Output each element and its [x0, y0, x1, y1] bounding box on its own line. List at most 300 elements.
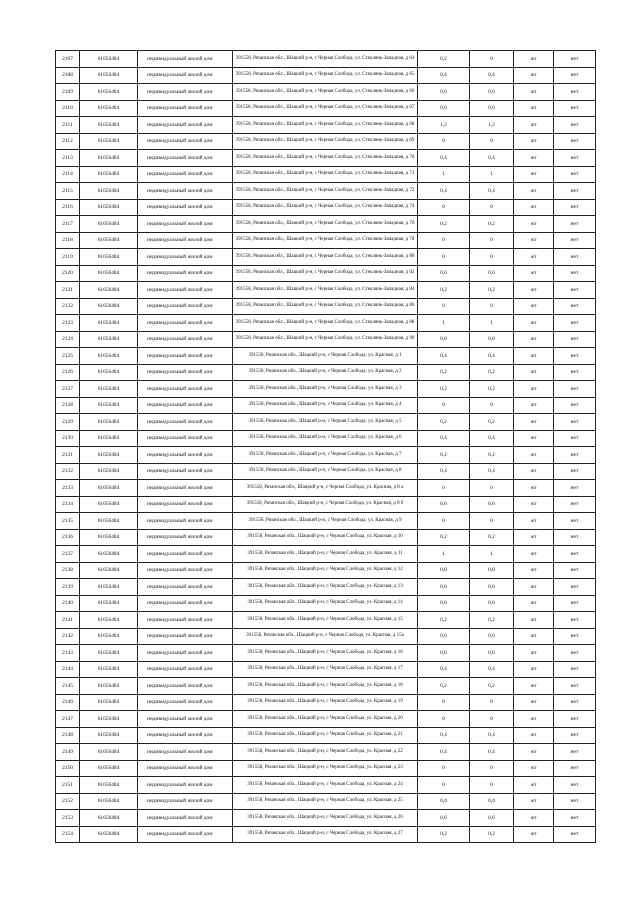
flag-cell: жт: [514, 166, 554, 183]
flag-cell: жт: [514, 67, 554, 84]
value-2-cell: 0,8: [470, 331, 514, 348]
value-1-cell: 0,4: [418, 661, 470, 678]
row-number-cell: 2115: [56, 183, 80, 200]
oktmo-code-cell: 61656484: [80, 397, 138, 414]
flag-cell: жт: [514, 430, 554, 447]
value-1-cell: 0,2: [418, 678, 470, 695]
value-2-cell: 0: [470, 711, 514, 728]
address-cell: 391558, Рязанская обл., Шацкий р-н, с Черная Слобода, ул. Стеклянь-Западная, д 76: [233, 216, 418, 233]
oktmo-code-cell: 61656484: [80, 463, 138, 480]
table-row: [56, 595, 596, 612]
oktmo-code-cell: 61656484: [80, 282, 138, 299]
value-1-cell: 0,8: [418, 562, 470, 579]
oktmo-code-cell: 61656484: [80, 678, 138, 695]
flag-cell: жт: [514, 331, 554, 348]
value-2-cell: 0,2: [470, 447, 514, 464]
flag-cell: жт: [514, 249, 554, 266]
flag-cell: жт: [514, 133, 554, 150]
address-cell: 391558, Рязанская обл., Шацкий р-н, с Черная Слобода, ул. Красная, д 25: [233, 793, 418, 810]
value-2-cell: 0: [470, 480, 514, 497]
oktmo-code-cell: 61656484: [80, 480, 138, 497]
value-1-cell: 0,6: [418, 628, 470, 645]
table-row: [56, 612, 596, 629]
value-2-cell: 0,4: [470, 727, 514, 744]
row-number-cell: 2132: [56, 463, 80, 480]
object-type-cell: индивидуальный жилой дом: [138, 249, 233, 266]
row-number-cell: 2112: [56, 133, 80, 150]
table-row: [56, 133, 596, 150]
oktmo-code-cell: 61656484: [80, 628, 138, 645]
value-1-cell: 0,4: [418, 150, 470, 167]
object-type-cell: индивидуальный жилой дом: [138, 546, 233, 563]
note-cell: нет: [554, 216, 596, 233]
flag-cell: жт: [514, 117, 554, 134]
object-type-cell: индивидуальный жилой дом: [138, 463, 233, 480]
table-row: [56, 645, 596, 662]
address-cell: 391558, Рязанская обл., Шацкий р-н, с Черная Слобода, ул. Красная, д 27: [233, 826, 418, 843]
object-type-cell: индивидуальный жилой дом: [138, 84, 233, 101]
value-1-cell: 0,6: [418, 265, 470, 282]
value-2-cell: 0,6: [470, 265, 514, 282]
value-2-cell: 0,6: [470, 579, 514, 596]
object-type-cell: индивидуальный жилой дом: [138, 298, 233, 315]
value-1-cell: 0,4: [418, 183, 470, 200]
address-cell: 391558, Рязанская обл., Шацкий р-н, с Черная Слобода, ул. Красная, д 5: [233, 414, 418, 431]
value-2-cell: 0: [470, 249, 514, 266]
address-cell: 391558, Рязанская обл., Шацкий р-н, с Черная Слобода, ул. Стеклянь-Западная, д 71: [233, 166, 418, 183]
note-cell: нет: [554, 447, 596, 464]
address-cell: 391558, Рязанская обл., Шацкий р-н, с Черная Слобода, ул. Красная, д 13: [233, 579, 418, 596]
table-row: [56, 315, 596, 332]
flag-cell: жт: [514, 711, 554, 728]
value-2-cell: 0: [470, 513, 514, 530]
value-1-cell: 1,2: [418, 117, 470, 134]
value-1-cell: 1: [418, 166, 470, 183]
row-number-cell: 2119: [56, 249, 80, 266]
note-cell: нет: [554, 694, 596, 711]
address-cell: 391558, Рязанская обл., Шацкий р-н, с Черная Слобода, ул. Стеклянь-Западная, д 67: [233, 100, 418, 117]
table-row: [56, 331, 596, 348]
note-cell: нет: [554, 513, 596, 530]
oktmo-code-cell: 61656484: [80, 810, 138, 827]
note-cell: нет: [554, 463, 596, 480]
oktmo-code-cell: 61656484: [80, 546, 138, 563]
table-row: [56, 777, 596, 794]
address-cell: 391558, Рязанская обл., Шацкий р-н, с Черная Слобода, ул. Красная, д 6: [233, 430, 418, 447]
oktmo-code-cell: 61656484: [80, 51, 138, 68]
object-type-cell: индивидуальный жилой дом: [138, 513, 233, 530]
note-cell: нет: [554, 546, 596, 563]
table-row: [56, 232, 596, 249]
flag-cell: жт: [514, 760, 554, 777]
note-cell: нет: [554, 430, 596, 447]
table-row: [56, 760, 596, 777]
value-1-cell: 0: [418, 298, 470, 315]
note-cell: нет: [554, 84, 596, 101]
value-2-cell: 0,4: [470, 430, 514, 447]
table-row: [56, 51, 596, 68]
value-1-cell: 0: [418, 232, 470, 249]
value-1-cell: 0,4: [418, 430, 470, 447]
address-cell: 391558, Рязанская обл., Шацкий р-н, с Черная Слобода, ул. Красная, д 10: [233, 529, 418, 546]
row-number-cell: 2122: [56, 298, 80, 315]
row-number-cell: 2109: [56, 84, 80, 101]
registry-table: [55, 50, 596, 843]
oktmo-code-cell: 61656484: [80, 364, 138, 381]
oktmo-code-cell: 61656484: [80, 579, 138, 596]
flag-cell: жт: [514, 645, 554, 662]
object-type-cell: индивидуальный жилой дом: [138, 100, 233, 117]
table-row: [56, 117, 596, 134]
value-2-cell: 0,4: [470, 744, 514, 761]
oktmo-code-cell: 61656484: [80, 826, 138, 843]
note-cell: нет: [554, 166, 596, 183]
note-cell: нет: [554, 249, 596, 266]
value-2-cell: 0,2: [470, 529, 514, 546]
row-number-cell: 2133: [56, 480, 80, 497]
oktmo-code-cell: 61656484: [80, 84, 138, 101]
oktmo-code-cell: 61656484: [80, 100, 138, 117]
note-cell: нет: [554, 760, 596, 777]
row-number-cell: 2107: [56, 51, 80, 68]
object-type-cell: индивидуальный жилой дом: [138, 711, 233, 728]
table-row: [56, 529, 596, 546]
address-cell: 391558, Рязанская обл., Шацкий р-н, с Черная Слобода, ул. Красная, д 2: [233, 364, 418, 381]
value-2-cell: 0,4: [470, 793, 514, 810]
table-row: [56, 84, 596, 101]
flag-cell: жт: [514, 826, 554, 843]
flag-cell: жт: [514, 678, 554, 695]
row-number-cell: 2148: [56, 727, 80, 744]
table-row: [56, 513, 596, 530]
value-2-cell: 0,4: [470, 150, 514, 167]
value-2-cell: 0,6: [470, 595, 514, 612]
oktmo-code-cell: 61656484: [80, 117, 138, 134]
note-cell: нет: [554, 810, 596, 827]
address-cell: 391558, Рязанская обл., Шацкий р-н, с Черная Слобода, ул. Красная, д 24: [233, 777, 418, 794]
address-cell: 391558, Рязанская обл., Шацкий р-н, с Черная Слобода, ул. Красная, д 15: [233, 612, 418, 629]
object-type-cell: индивидуальный жилой дом: [138, 216, 233, 233]
flag-cell: жт: [514, 579, 554, 596]
note-cell: нет: [554, 414, 596, 431]
table-row: [56, 678, 596, 695]
note-cell: нет: [554, 364, 596, 381]
registry-table-body: [56, 51, 596, 843]
table-row: [56, 397, 596, 414]
table-row: [56, 826, 596, 843]
oktmo-code-cell: 61656484: [80, 216, 138, 233]
note-cell: нет: [554, 183, 596, 200]
value-1-cell: 0: [418, 711, 470, 728]
note-cell: нет: [554, 529, 596, 546]
row-number-cell: 2121: [56, 282, 80, 299]
value-2-cell: 0,4: [470, 67, 514, 84]
object-type-cell: индивидуальный жилой дом: [138, 595, 233, 612]
note-cell: нет: [554, 826, 596, 843]
table-row: [56, 282, 596, 299]
object-type-cell: индивидуальный жилой дом: [138, 430, 233, 447]
flag-cell: жт: [514, 315, 554, 332]
table-row: [56, 216, 596, 233]
oktmo-code-cell: 61656484: [80, 744, 138, 761]
note-cell: нет: [554, 793, 596, 810]
value-2-cell: 0,2: [470, 282, 514, 299]
value-1-cell: 0,4: [418, 348, 470, 365]
oktmo-code-cell: 61656484: [80, 513, 138, 530]
note-cell: нет: [554, 133, 596, 150]
address-cell: 391558, Рязанская обл., Шацкий р-н, с Черная Слобода, ул. Красная, д 4: [233, 397, 418, 414]
row-number-cell: 2116: [56, 199, 80, 216]
oktmo-code-cell: 61656484: [80, 414, 138, 431]
value-2-cell: 0,6: [470, 496, 514, 513]
value-1-cell: 0,2: [418, 364, 470, 381]
row-number-cell: 2140: [56, 595, 80, 612]
value-1-cell: 0,6: [418, 496, 470, 513]
value-2-cell: 0,2: [470, 612, 514, 629]
value-2-cell: 0,2: [470, 826, 514, 843]
table-row: [56, 463, 596, 480]
value-2-cell: 0: [470, 777, 514, 794]
row-number-cell: 2145: [56, 678, 80, 695]
value-1-cell: 0,2: [418, 282, 470, 299]
value-2-cell: 0,4: [470, 183, 514, 200]
row-number-cell: 2127: [56, 381, 80, 398]
note-cell: нет: [554, 562, 596, 579]
table-row: [56, 810, 596, 827]
object-type-cell: индивидуальный жилой дом: [138, 612, 233, 629]
flag-cell: жт: [514, 480, 554, 497]
value-2-cell: 0: [470, 694, 514, 711]
value-2-cell: 1: [470, 315, 514, 332]
flag-cell: жт: [514, 529, 554, 546]
object-type-cell: индивидуальный жилой дом: [138, 331, 233, 348]
oktmo-code-cell: 61656484: [80, 348, 138, 365]
object-type-cell: индивидуальный жилой дом: [138, 694, 233, 711]
table-row: [56, 166, 596, 183]
note-cell: нет: [554, 579, 596, 596]
oktmo-code-cell: 61656484: [80, 430, 138, 447]
note-cell: нет: [554, 117, 596, 134]
value-2-cell: 0: [470, 199, 514, 216]
value-1-cell: 0,2: [418, 612, 470, 629]
flag-cell: жт: [514, 199, 554, 216]
note-cell: нет: [554, 595, 596, 612]
row-number-cell: 2138: [56, 562, 80, 579]
oktmo-code-cell: 61656484: [80, 183, 138, 200]
object-type-cell: индивидуальный жилой дом: [138, 117, 233, 134]
flag-cell: жт: [514, 51, 554, 68]
row-number-cell: 2139: [56, 579, 80, 596]
value-2-cell: 0,2: [470, 364, 514, 381]
address-cell: 391558, Рязанская обл., Шацкий р-н, с Черная Слобода, ул. Красная, д 16: [233, 645, 418, 662]
row-number-cell: 2108: [56, 67, 80, 84]
row-number-cell: 2142: [56, 628, 80, 645]
oktmo-code-cell: 61656484: [80, 447, 138, 464]
value-2-cell: 0,4: [470, 661, 514, 678]
object-type-cell: индивидуальный жилой дом: [138, 150, 233, 167]
address-cell: 391558, Рязанская обл., Шацкий р-н, с Черная Слобода, ул. Стеклянь-Западная, д 88: [233, 315, 418, 332]
note-cell: нет: [554, 199, 596, 216]
address-cell: 391558, Рязанская обл., Шацкий р-н, с Черная Слобода, ул. Красная, д 26: [233, 810, 418, 827]
note-cell: нет: [554, 661, 596, 678]
oktmo-code-cell: 61656484: [80, 150, 138, 167]
address-cell: 391558, Рязанская обл., Шацкий р-н, с Черная Слобода, ул. Стеклянь-Западная, д 68: [233, 117, 418, 134]
oktmo-code-cell: 61656484: [80, 645, 138, 662]
object-type-cell: индивидуальный жилой дом: [138, 661, 233, 678]
address-cell: 391558, Рязанская обл., Шацкий р-н, с Черная Слобода, ул. Красная, д 14: [233, 595, 418, 612]
row-number-cell: 2147: [56, 711, 80, 728]
note-cell: нет: [554, 265, 596, 282]
address-cell: 391558, Рязанская обл., Шацкий р-н, с Черная Слобода, ул. Красная, д 12: [233, 562, 418, 579]
value-1-cell: 0: [418, 513, 470, 530]
row-number-cell: 2152: [56, 793, 80, 810]
object-type-cell: индивидуальный жилой дом: [138, 315, 233, 332]
address-cell: 391558, Рязанская обл., Шацкий р-н, с Черная Слобода, ул. Красная, д 17: [233, 661, 418, 678]
row-number-cell: 2137: [56, 546, 80, 563]
value-2-cell: 0,4: [470, 463, 514, 480]
flag-cell: жт: [514, 546, 554, 563]
value-1-cell: 1: [418, 546, 470, 563]
row-number-cell: 2120: [56, 265, 80, 282]
table-row: [56, 562, 596, 579]
object-type-cell: индивидуальный жилой дом: [138, 381, 233, 398]
value-1-cell: 0,2: [418, 51, 470, 68]
value-1-cell: 0: [418, 760, 470, 777]
table-row: [56, 348, 596, 365]
row-number-cell: 2131: [56, 447, 80, 464]
flag-cell: жт: [514, 562, 554, 579]
row-number-cell: 2146: [56, 694, 80, 711]
note-cell: нет: [554, 67, 596, 84]
table-row: [56, 628, 596, 645]
flag-cell: жт: [514, 183, 554, 200]
object-type-cell: индивидуальный жилой дом: [138, 562, 233, 579]
oktmo-code-cell: 61656484: [80, 694, 138, 711]
row-number-cell: 2117: [56, 216, 80, 233]
address-cell: 391558, Рязанская обл., Шацкий р-н, с Черная Слобода, ул. Красная, д 8 б: [233, 496, 418, 513]
value-1-cell: 0,4: [418, 727, 470, 744]
table-row: [56, 661, 596, 678]
table-row: [56, 694, 596, 711]
flag-cell: жт: [514, 793, 554, 810]
table-row: [56, 793, 596, 810]
note-cell: нет: [554, 480, 596, 497]
value-2-cell: 0: [470, 397, 514, 414]
value-2-cell: 0,4: [470, 348, 514, 365]
oktmo-code-cell: 61656484: [80, 381, 138, 398]
object-type-cell: индивидуальный жилой дом: [138, 678, 233, 695]
value-1-cell: 0,2: [418, 447, 470, 464]
object-type-cell: индивидуальный жилой дом: [138, 166, 233, 183]
oktmo-code-cell: 61656484: [80, 331, 138, 348]
note-cell: нет: [554, 282, 596, 299]
object-type-cell: индивидуальный жилой дом: [138, 265, 233, 282]
row-number-cell: 2111: [56, 117, 80, 134]
address-cell: 391558, Рязанская обл., Шацкий р-н, с Черная Слобода, ул. Красная, д 9: [233, 513, 418, 530]
flag-cell: жт: [514, 463, 554, 480]
value-2-cell: 0: [470, 298, 514, 315]
value-2-cell: 0: [470, 133, 514, 150]
flag-cell: жт: [514, 364, 554, 381]
flag-cell: жт: [514, 282, 554, 299]
table-row: [56, 480, 596, 497]
value-1-cell: 0: [418, 397, 470, 414]
value-1-cell: 0,2: [418, 216, 470, 233]
flag-cell: жт: [514, 216, 554, 233]
value-1-cell: 0,2: [418, 529, 470, 546]
object-type-cell: индивидуальный жилой дом: [138, 579, 233, 596]
oktmo-code-cell: 61656484: [80, 777, 138, 794]
row-number-cell: 2126: [56, 364, 80, 381]
object-type-cell: индивидуальный жилой дом: [138, 364, 233, 381]
row-number-cell: 2110: [56, 100, 80, 117]
address-cell: 391558, Рязанская обл., Шацкий р-н, с Черная Слобода, ул. Стеклянь-Западная, д 86: [233, 298, 418, 315]
oktmo-code-cell: 61656484: [80, 298, 138, 315]
row-number-cell: 2154: [56, 826, 80, 843]
address-cell: 391558, Рязанская обл., Шацкий р-н, с Черная Слобода, ул. Красная, д 8: [233, 463, 418, 480]
oktmo-code-cell: 61656484: [80, 711, 138, 728]
note-cell: нет: [554, 381, 596, 398]
address-cell: 391558, Рязанская обл., Шацкий р-н, с Черная Слобода, ул. Стеклянь-Западная, д 66: [233, 84, 418, 101]
note-cell: нет: [554, 100, 596, 117]
table-row: [56, 744, 596, 761]
oktmo-code-cell: 61656484: [80, 562, 138, 579]
object-type-cell: индивидуальный жилой дом: [138, 414, 233, 431]
object-type-cell: индивидуальный жилой дом: [138, 183, 233, 200]
value-2-cell: 0,8: [470, 562, 514, 579]
note-cell: нет: [554, 628, 596, 645]
flag-cell: жт: [514, 84, 554, 101]
oktmo-code-cell: 61656484: [80, 760, 138, 777]
value-1-cell: 0,8: [418, 331, 470, 348]
value-1-cell: 0: [418, 133, 470, 150]
oktmo-code-cell: 61656484: [80, 133, 138, 150]
value-1-cell: 0,2: [418, 826, 470, 843]
object-type-cell: индивидуальный жилой дом: [138, 727, 233, 744]
oktmo-code-cell: 61656484: [80, 265, 138, 282]
table-row: [56, 249, 596, 266]
object-type-cell: индивидуальный жилой дом: [138, 232, 233, 249]
object-type-cell: индивидуальный жилой дом: [138, 628, 233, 645]
note-cell: нет: [554, 645, 596, 662]
oktmo-code-cell: 61656484: [80, 232, 138, 249]
flag-cell: жт: [514, 348, 554, 365]
address-cell: 391558, Рязанская обл., Шацкий р-н, с Черная Слобода, ул. Красная, д 23: [233, 760, 418, 777]
object-type-cell: индивидуальный жилой дом: [138, 793, 233, 810]
oktmo-code-cell: 61656484: [80, 315, 138, 332]
flag-cell: жт: [514, 628, 554, 645]
note-cell: нет: [554, 744, 596, 761]
address-cell: 391558, Рязанская обл., Шацкий р-н, с Черная Слобода, ул. Стеклянь-Западная, д 64: [233, 51, 418, 68]
note-cell: нет: [554, 298, 596, 315]
oktmo-code-cell: 61656484: [80, 67, 138, 84]
flag-cell: жт: [514, 232, 554, 249]
address-cell: 391558, Рязанская обл., Шацкий р-н, с Черная Слобода, ул. Стеклянь-Западная, д 74: [233, 199, 418, 216]
flag-cell: жт: [514, 661, 554, 678]
value-2-cell: 0,6: [470, 645, 514, 662]
table-row: [56, 364, 596, 381]
object-type-cell: индивидуальный жилой дом: [138, 133, 233, 150]
value-2-cell: 1,2: [470, 117, 514, 134]
value-2-cell: 0,6: [470, 100, 514, 117]
oktmo-code-cell: 61656484: [80, 249, 138, 266]
value-2-cell: 0: [470, 760, 514, 777]
row-number-cell: 2150: [56, 760, 80, 777]
flag-cell: жт: [514, 100, 554, 117]
address-cell: 391558, Рязанская обл., Шацкий р-н, с Черная Слобода, ул. Стеклянь-Западная, д 65: [233, 67, 418, 84]
address-cell: 391558, Рязанская обл., Шацкий р-н, с Черная Слобода, ул. Стеклянь-Западная, д 70: [233, 150, 418, 167]
table-row: [56, 183, 596, 200]
